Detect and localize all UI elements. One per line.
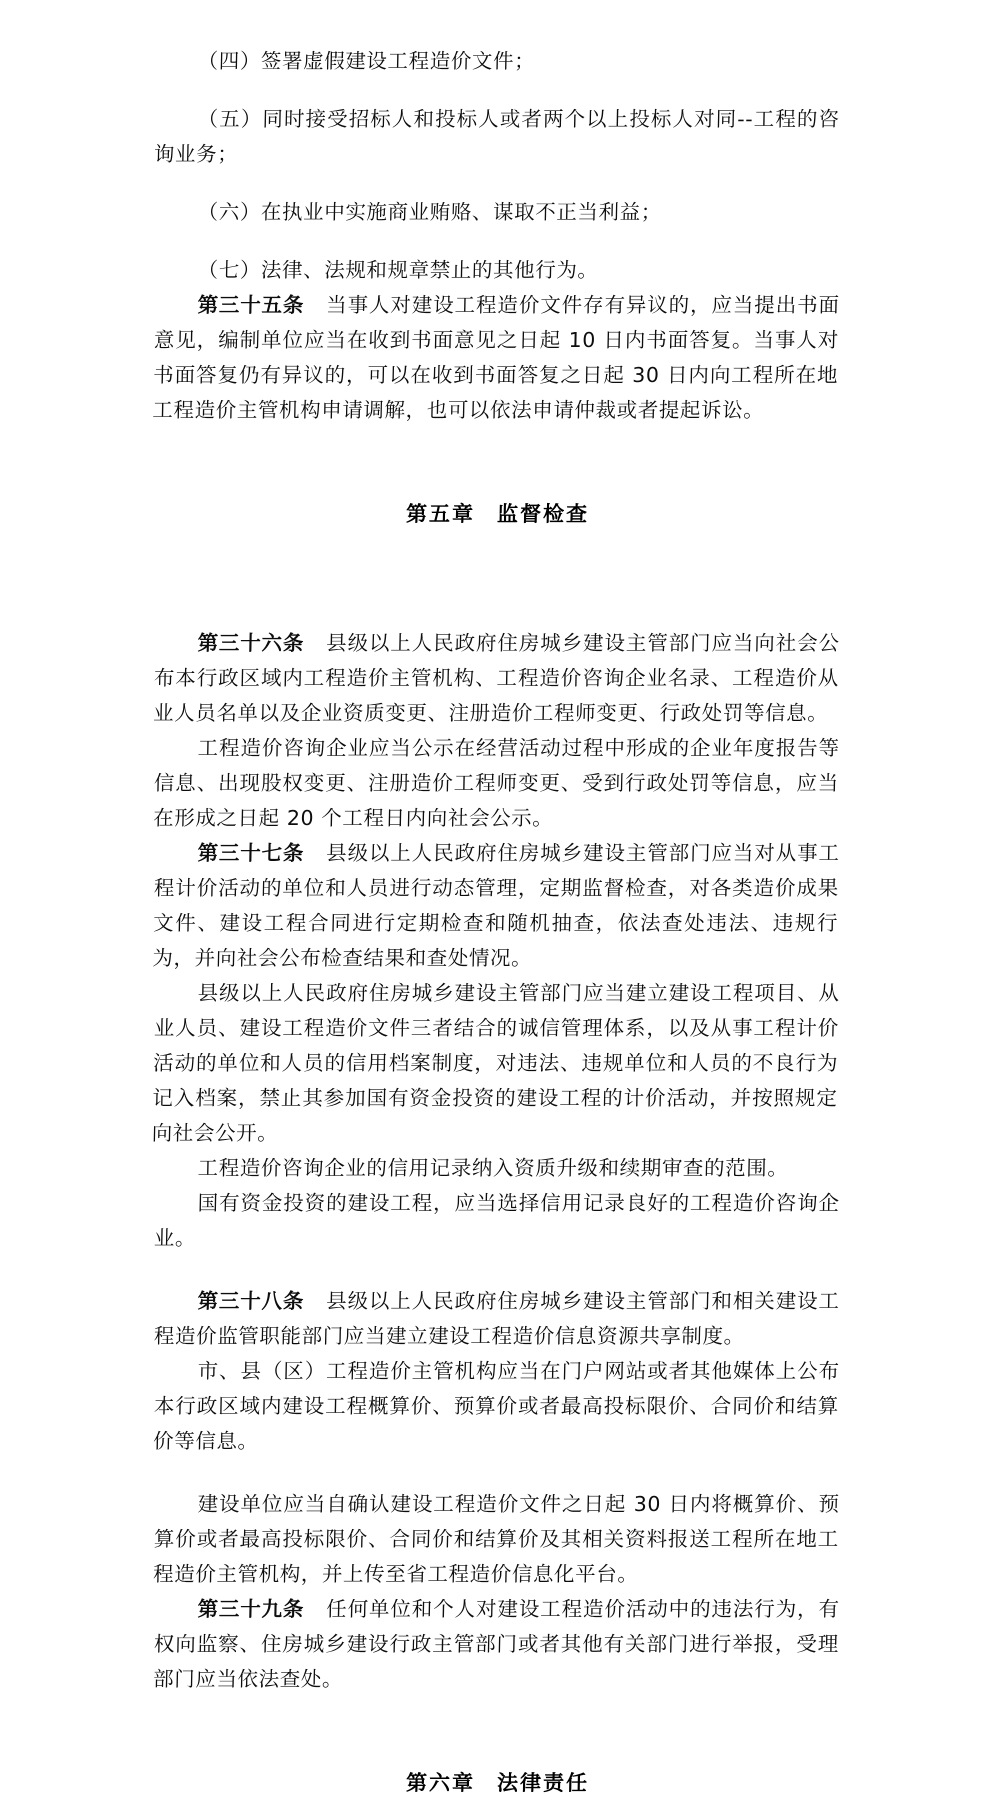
chapter-5-number: 第五章 xyxy=(405,502,476,526)
list-item: （五）同时接受招标人和投标人或者两个以上投标人对同--工程的咨询业务； xyxy=(153,107,840,166)
list-item: （六）在执业中实施商业贿赂、谋取不正当利益； xyxy=(197,200,663,224)
article-36 xyxy=(153,626,840,731)
article-39-number: 第三十九条 xyxy=(197,1597,305,1621)
article-37-paragraph-2: 县级以上人民政府住房城乡建设主管部门应当建立建设工程项目、从业人员、建设工程造价文件三者结合的诚信管理体系，以及从事工程计价活动的单位和人员的信用档案制度，对违法、违规单位和人员的不良行为记入档案，禁止其参加国有资金投资的建设工程的计价活动，并按照规定向社会公开。 xyxy=(151,981,840,1145)
text-column xyxy=(151,0,840,1799)
article-35 xyxy=(152,288,840,428)
article-36-number: 第三十六条 xyxy=(197,631,305,655)
article-36-paragraph-2: 工程造价咨询企业应当公示在经营活动过程中形成的企业年度报告等信息、出现股权变更、注册造价工程师变更、受到行政处罚等信息，应当在形成之日起 20 个工程日内向社会公示。 xyxy=(152,736,840,830)
article-39 xyxy=(153,1592,840,1697)
article-38 xyxy=(154,1284,840,1354)
list-item: （七）法律、法规和规章禁止的其他行为。 xyxy=(197,258,599,282)
article-37-number: 第三十七条 xyxy=(197,841,305,865)
article-37 xyxy=(152,836,840,976)
chapter-6-heading xyxy=(155,1767,841,1799)
article-38-body: 县级以上人民政府住房城乡建设主管部门和相关建设工程造价监管职能部门应当建立建设工程造价信息资源共享制度。 xyxy=(153,1289,840,1348)
article-39-body: 任何单位和个人对建设工程造价活动中的违法行为，有权向监察、住房城乡建设行政主管部门或者其他有关部门进行举报，受理部门应当依法查处。 xyxy=(152,1597,840,1691)
chapter-6-number: 第六章 xyxy=(405,1771,476,1795)
article-37-body: 县级以上人民政府住房城乡建设主管部门应当对从事工程计价活动的单位和人员进行动态管理，定期监督检查，对各类造价成果文件、建设工程合同进行定期检查和随机抽查，依法查处违法、违规行为，并向社会公布检查结果和查处情况。 xyxy=(152,841,840,970)
article-38-number: 第三十八条 xyxy=(197,1289,305,1313)
article-35-number: 第三十五条 xyxy=(197,293,305,317)
article-38-paragraph-2: 市、县（区）工程造价主管机构应当在门户网站或者其他媒体上公布本行政区域内建设工程概算价、预算价或者最高投标限价、合同价和结算价等信息。 xyxy=(152,1359,840,1453)
article-38-paragraph-3: 建设单位应当自确认建设工程造价文件之日起 30 日内将概算价、预算价或者最高投标限价、合同价和结算价及其相关资料报送工程所在地工程造价主管机构，并上传至省工程造价信息化平台。 xyxy=(152,1492,840,1586)
article-36-body: 县级以上人民政府住房城乡建设主管部门应当向社会公布本行政区域内工程造价主管机构、工程造价咨询企业名录、工程造价从业人员名单以及企业资质变更、注册造价工程师变更、行政处罚等信息。 xyxy=(152,631,840,725)
article-35-body: 当事人对建设工程造价文件存有异议的，应当提出书面意见，编制单位应当在收到书面意见之日起 10 日内书面答复。当事人对书面答复仍有异议的，可以在收到书面答复之日起 30 日内向工程所在地工程造价主管机构申请调解，也可以依法申请仲裁或者提起诉讼。 xyxy=(152,293,840,422)
article-37-paragraph-3: 工程造价咨询企业的信用记录纳入资质升级和续期审查的范围。 xyxy=(197,1156,789,1180)
chapter-5-heading xyxy=(155,498,841,530)
list-item: （四）签署虚假建设工程造价文件； xyxy=(197,49,536,73)
chapter-5-title: 监督检查 xyxy=(496,502,590,526)
chapter-6-title: 法律责任 xyxy=(496,1771,590,1795)
article-37-paragraph-4: 国有资金投资的建设工程，应当选择信用记录良好的工程造价咨询企业。 xyxy=(153,1191,840,1250)
